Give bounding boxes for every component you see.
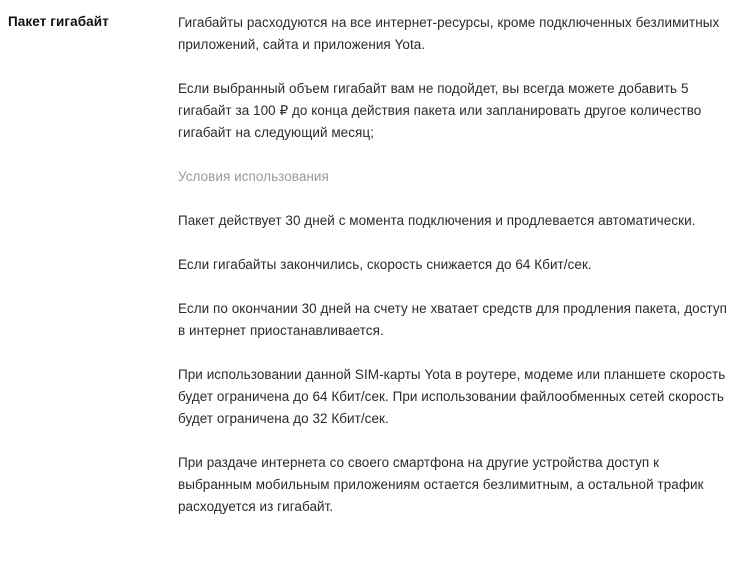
paragraph: Гигабайты расходуются на все интернет-ресурсы, кроме подключенных безлимитных приложений, сайта и приложения Yota. bbox=[178, 15, 720, 52]
section-title: Пакет гигабайт bbox=[8, 14, 109, 29]
paragraph: Если гигабайты закончились, скорость снижается до 64 Кбит/сек. bbox=[178, 257, 592, 272]
paragraph: Пакет действует 30 дней с момента подключения и продлевается автоматически. bbox=[178, 213, 696, 228]
paragraph: При использовании данной SIM-карты Yota в роутере, модеме или планшете скорость будет ограничена до 64 Кбит/сек. При использовании файлообменных сетей скорость будет ограничена до 32 Кбит/сек. bbox=[178, 367, 726, 426]
paragraph: Если выбранный объем гигабайт вам не подойдет, вы всегда можете добавить 5 гигабайт за 100 ₽ до конца действия пакета или запланировать другое количество гигабайт на следующий месяц; bbox=[178, 81, 702, 140]
paragraph: При раздаче интернета со своего смартфона на другие устройства доступ к выбранным мобильным приложениям остается безлимитным, а остальной трафик расходуется из гигабайт. bbox=[178, 455, 704, 514]
usage-conditions-subheading: Условия использования bbox=[178, 169, 329, 184]
section-body bbox=[178, 12, 744, 518]
paragraph: Если по окончании 30 дней на счету не хватает средств для продления пакета, доступ в интернет приостанавливается. bbox=[178, 301, 728, 338]
